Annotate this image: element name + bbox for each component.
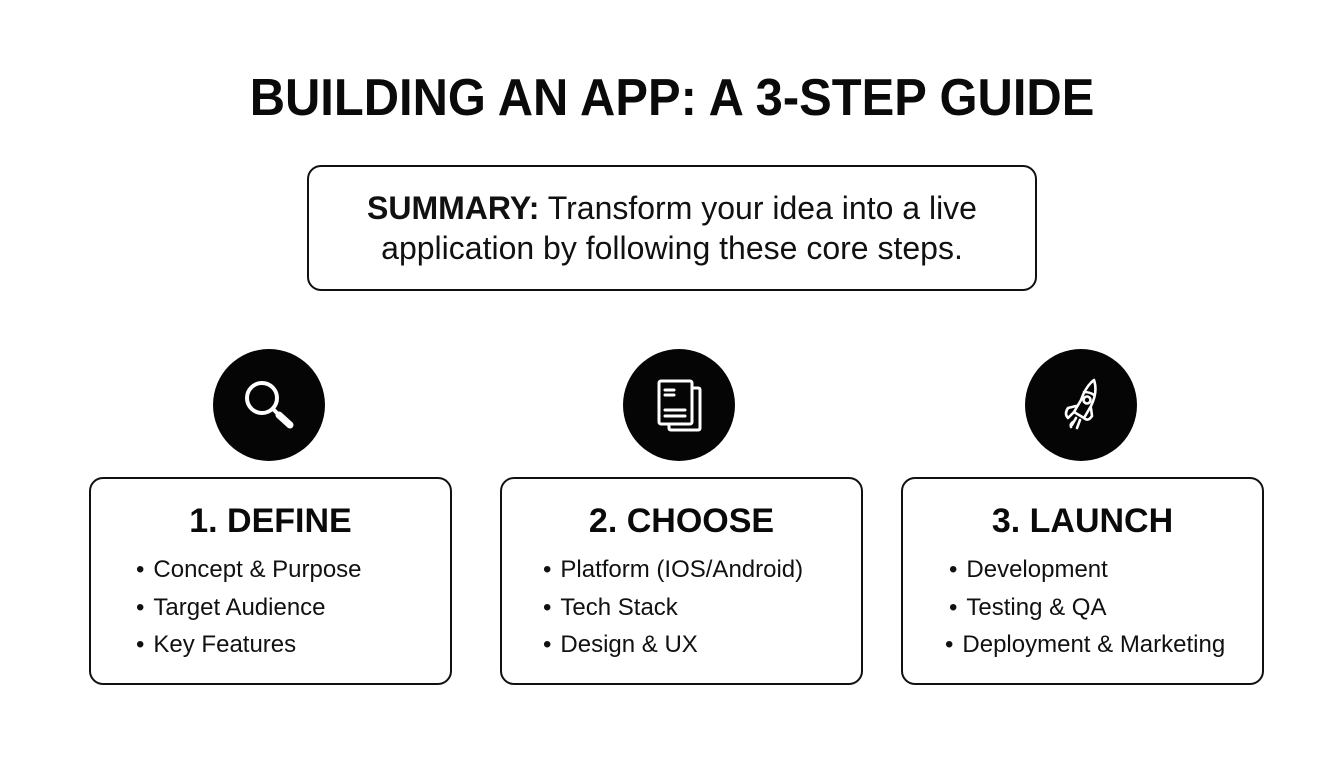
summary-label: SUMMARY: (367, 190, 540, 226)
summary-body: Transform your idea into a live application by following these core steps. (381, 190, 977, 266)
step-items (91, 551, 495, 664)
step-card-define (89, 477, 452, 685)
step-card-launch (901, 477, 1264, 685)
page-title: BUILDING AN APP: A 3-STEP GUIDE (249, 69, 1095, 127)
step-items (903, 551, 1308, 664)
step-item: • Tech Stack (543, 589, 902, 627)
step-item: • Design & UX (543, 626, 902, 664)
step-title: 3. LAUNCH (991, 502, 1174, 540)
step-title: 1. DEFINE (189, 502, 352, 540)
step-item: • Key Features (136, 626, 495, 664)
summary-text (332, 188, 1012, 268)
step-item: • Concept & Purpose (136, 551, 495, 589)
documents-icon (644, 370, 714, 440)
step-title: 2. CHOOSE (588, 502, 775, 540)
step-card-choose (500, 477, 863, 685)
step-2-icon-circle (623, 349, 735, 461)
step-item: • Deployment & Marketing (945, 626, 1308, 664)
step-item: • Development (949, 551, 1308, 589)
step-item: • Target Audience (136, 589, 495, 627)
step-item: • Testing & QA (949, 589, 1308, 627)
summary-box (307, 165, 1037, 291)
step-3-icon-circle (1025, 349, 1137, 461)
magnifying-glass-icon (234, 370, 304, 440)
step-item: • Platform (IOS/Android) (543, 551, 902, 589)
step-1-icon-circle (213, 349, 325, 461)
step-items (502, 551, 902, 664)
rocket-icon (1046, 370, 1116, 440)
